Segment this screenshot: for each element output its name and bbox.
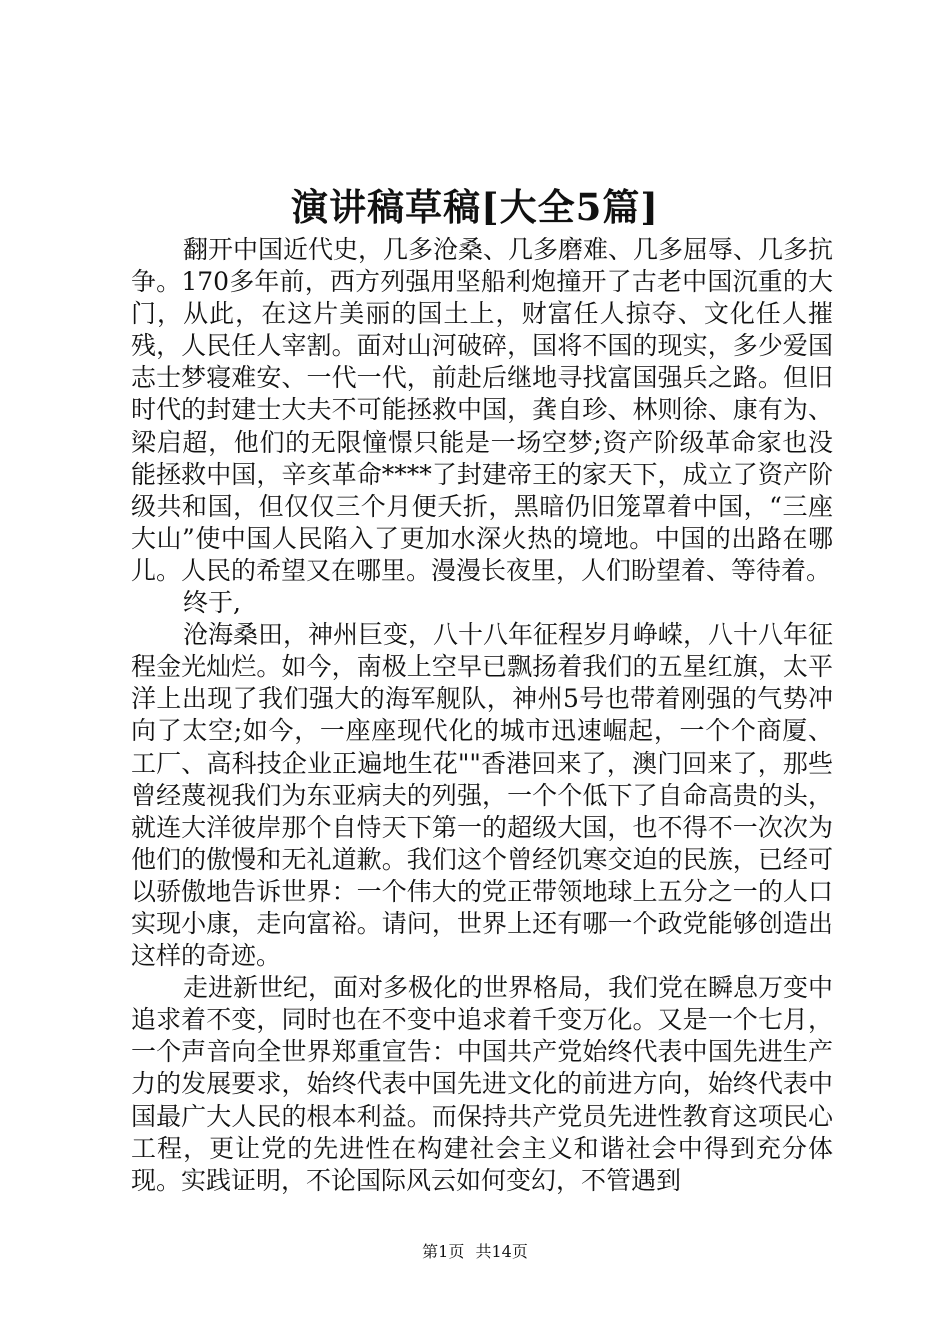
paragraph-1: 翻开中国近代史，几多沧桑、几多磨难、几多屈辱、几多抗争。170多年前，西方列强用坚船利炮撞开了古老中国沉重的大门，从此，在这片美丽的国土上，财富任人掠夺、文化任人摧残，人民任人宰割。面对山河破碎，国将不国的现实，多少爱国志士梦寝难安、一代一代，前赴后继地寻找富国强兵之路。但旧时代的封建士大夫不可能拯救中国，龚自珍、林则徐、康有为、梁启超，他们的无限憧憬只能是一场空梦;资产阶级革命家也没能拯救中国，辛亥革命****了封建帝王的家天下，成立了资产阶级共和国，但仅仅三个月便夭折，黑暗仍旧笼罩着中国，“三座大山”使中国人民陷入了更加水深火热的境地。中国的出路在哪儿。人民的希望又在哪里。漫漫长夜里，人们盼望着、等待着。 <box>131 235 834 585</box>
page-number-total: 共14页 <box>475 1242 528 1261</box>
paragraph-4: 走进新世纪，面对多极化的世界格局，我们党在瞬息万变中追求着不变，同时也在不变中追求着千变万化。又是一个七月，一个声音向全世界郑重宣告：中国共产党始终代表中国先进生产力的发展要求，始终代表中国先进文化的前进方向，始终代表中国最广大人民的根本利益。而保持共产党员先进性教育这项民心工程，更让党的先进性在构建社会主义和谐社会中得到充分体现。实践证明，不论国际风云如何变幻，不管遇到 <box>131 973 834 1195</box>
page-number-current: 第1页 <box>422 1242 465 1261</box>
document-body <box>131 234 833 1197</box>
page-footer <box>0 1241 950 1263</box>
paragraph-3: 沧海桑田，神州巨变，八十八年征程岁月峥嵘，八十八年征程金光灿烂。如今，南极上空早已飘扬着我们的五星红旗，太平洋上出现了我们强大的海军舰队，神州5号也带着刚强的气势冲向了太空;如今，一座座现代化的城市迅速崛起，一个个商厦、工厂、高科技企业正遍地生花""香港回来了，澳门回来了，那些曾经蔑视我们为东亚病夫的列强，一个个低下了自命高贵的头，就连大洋彼岸那个自恃天下第一的超级大国，也不得不一次次为他们的傲慢和无礼道歉。我们这个曾经饥寒交迫的民族，已经可以骄傲地告诉世界：一个伟大的党正带领地球上五分之一的人口实现小康，走向富裕。请问，世界上还有哪一个政党能够创造出这样的奇迹。 <box>131 620 834 971</box>
paragraph-2: 终于, <box>183 588 241 618</box>
document-title: 演讲稿草稿[大全5篇] <box>291 185 659 229</box>
